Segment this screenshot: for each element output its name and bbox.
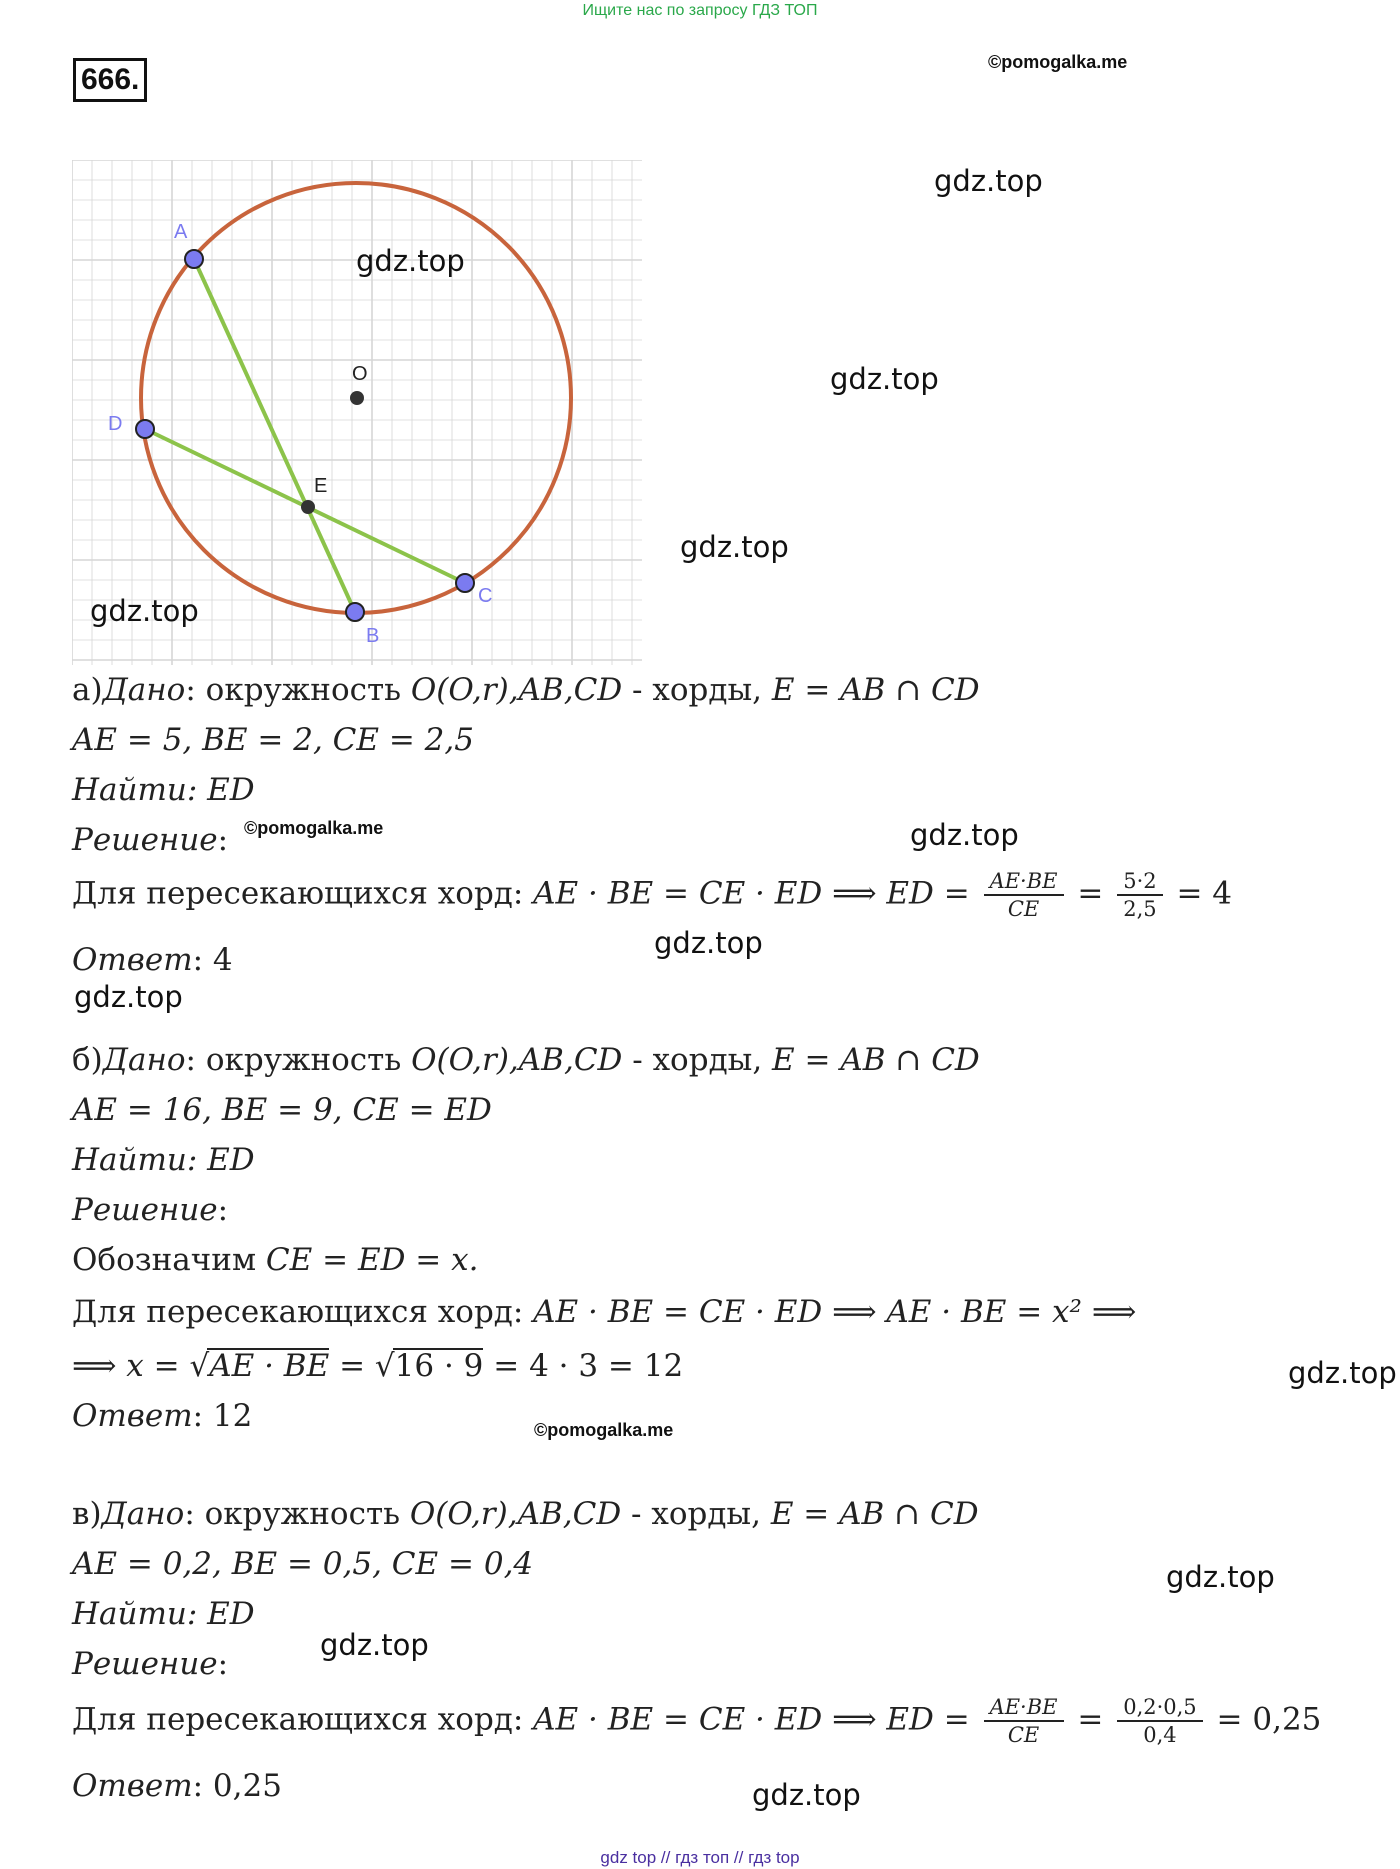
watermark: gdz.top bbox=[910, 818, 1019, 852]
figure-grid bbox=[72, 160, 642, 665]
chord-ab bbox=[194, 259, 355, 612]
part-c-solution: Решение: bbox=[72, 1646, 229, 1682]
watermark: gdz.top bbox=[90, 594, 199, 628]
watermark: gdz.top bbox=[654, 926, 763, 960]
part-b-find: Найти: ED bbox=[72, 1142, 255, 1178]
top-banner: Ищите нас по запросу ГДЗ ТОП bbox=[582, 2, 818, 19]
part-a-find: Найти: ED bbox=[72, 772, 255, 808]
copyright-low: ©pomogalka.me bbox=[534, 1420, 674, 1440]
part-b-values: AE = 16, BE = 9, CE = ED bbox=[72, 1092, 492, 1128]
part-a-values: AE = 5, BE = 2, CE = 2,5 bbox=[72, 722, 474, 758]
point-a bbox=[185, 250, 203, 268]
footer-links: gdz top // гдз топ // гдз top bbox=[600, 1848, 800, 1867]
copyright-top: ©pomogalka.me bbox=[988, 52, 1128, 72]
part-a-answer: Ответ: 4 bbox=[72, 942, 233, 978]
watermark: gdz.top bbox=[1288, 1356, 1397, 1390]
watermark: gdz.top bbox=[74, 980, 183, 1014]
part-b-root: ⟹ x = √AE · BE = √16 · 9 = 4 · 3 = 12 bbox=[72, 1348, 684, 1384]
watermark: gdz.top bbox=[1166, 1560, 1275, 1594]
problem-number: 666. bbox=[73, 58, 147, 102]
point-e bbox=[301, 500, 315, 514]
part-c-answer: Ответ: 0,25 bbox=[72, 1768, 282, 1804]
label-c: C bbox=[478, 585, 493, 607]
part-b-given: б)Дано: окружность O(O,r),AB,CD - хорды, E = AB ∩ CD bbox=[72, 1042, 980, 1078]
part-c-find: Найти: ED bbox=[72, 1596, 255, 1632]
part-c-values: AE = 0,2, BE = 0,5, CE = 0,4 bbox=[72, 1546, 534, 1582]
point-c bbox=[456, 574, 474, 592]
point-b bbox=[346, 603, 364, 621]
part-b-denote: Обозначим CE = ED = x. bbox=[72, 1242, 479, 1278]
watermark: gdz.top bbox=[830, 362, 939, 396]
watermark: gdz.top bbox=[356, 244, 465, 278]
part-c-formula: Для пересекающихся хорд: AE · BE = CE · ED ⟹ ED = $\frac{AE\cdot BE}{CE}$ = $\frac{0,2\cdot 0,5}{0,4}$ = 0,25 bbox=[72, 1695, 1322, 1747]
part-a-given: а)Дано: окружность O(O,r),AB,CD - хорды, E = AB ∩ CD bbox=[72, 672, 980, 708]
part-c-given: в)Дано: окружность O(O,r),AB,CD - хорды, E = AB ∩ CD bbox=[72, 1496, 979, 1532]
label-a: A bbox=[174, 221, 188, 243]
watermark: gdz.top bbox=[680, 530, 789, 564]
circle-figure bbox=[72, 160, 642, 665]
label-e: E bbox=[314, 475, 328, 497]
point-d bbox=[136, 420, 154, 438]
part-a-solution: Решение: bbox=[72, 822, 229, 858]
part-b-formula: Для пересекающихся хорд: AE · BE = CE · ED ⟹ AE · BE = x² ⟹ bbox=[72, 1294, 1137, 1330]
watermark: gdz.top bbox=[320, 1628, 429, 1662]
copyright-mid: ©pomogalka.me bbox=[244, 818, 384, 838]
part-b-answer: Ответ: 12 bbox=[72, 1398, 253, 1434]
watermark: gdz.top bbox=[752, 1778, 861, 1812]
label-b: B bbox=[366, 625, 380, 647]
point-o bbox=[350, 391, 364, 405]
part-a-formula: Для пересекающихся хорд: AE · BE = CE · ED ⟹ ED = $\frac{AE\cdot BE}{CE}$ = $\frac{5\cdot 2}{2,5}$ = 4 bbox=[72, 869, 1233, 921]
label-d: D bbox=[108, 413, 123, 435]
part-b-solution: Решение: bbox=[72, 1192, 229, 1228]
label-o: O bbox=[352, 363, 368, 385]
watermark: gdz.top bbox=[934, 164, 1043, 198]
